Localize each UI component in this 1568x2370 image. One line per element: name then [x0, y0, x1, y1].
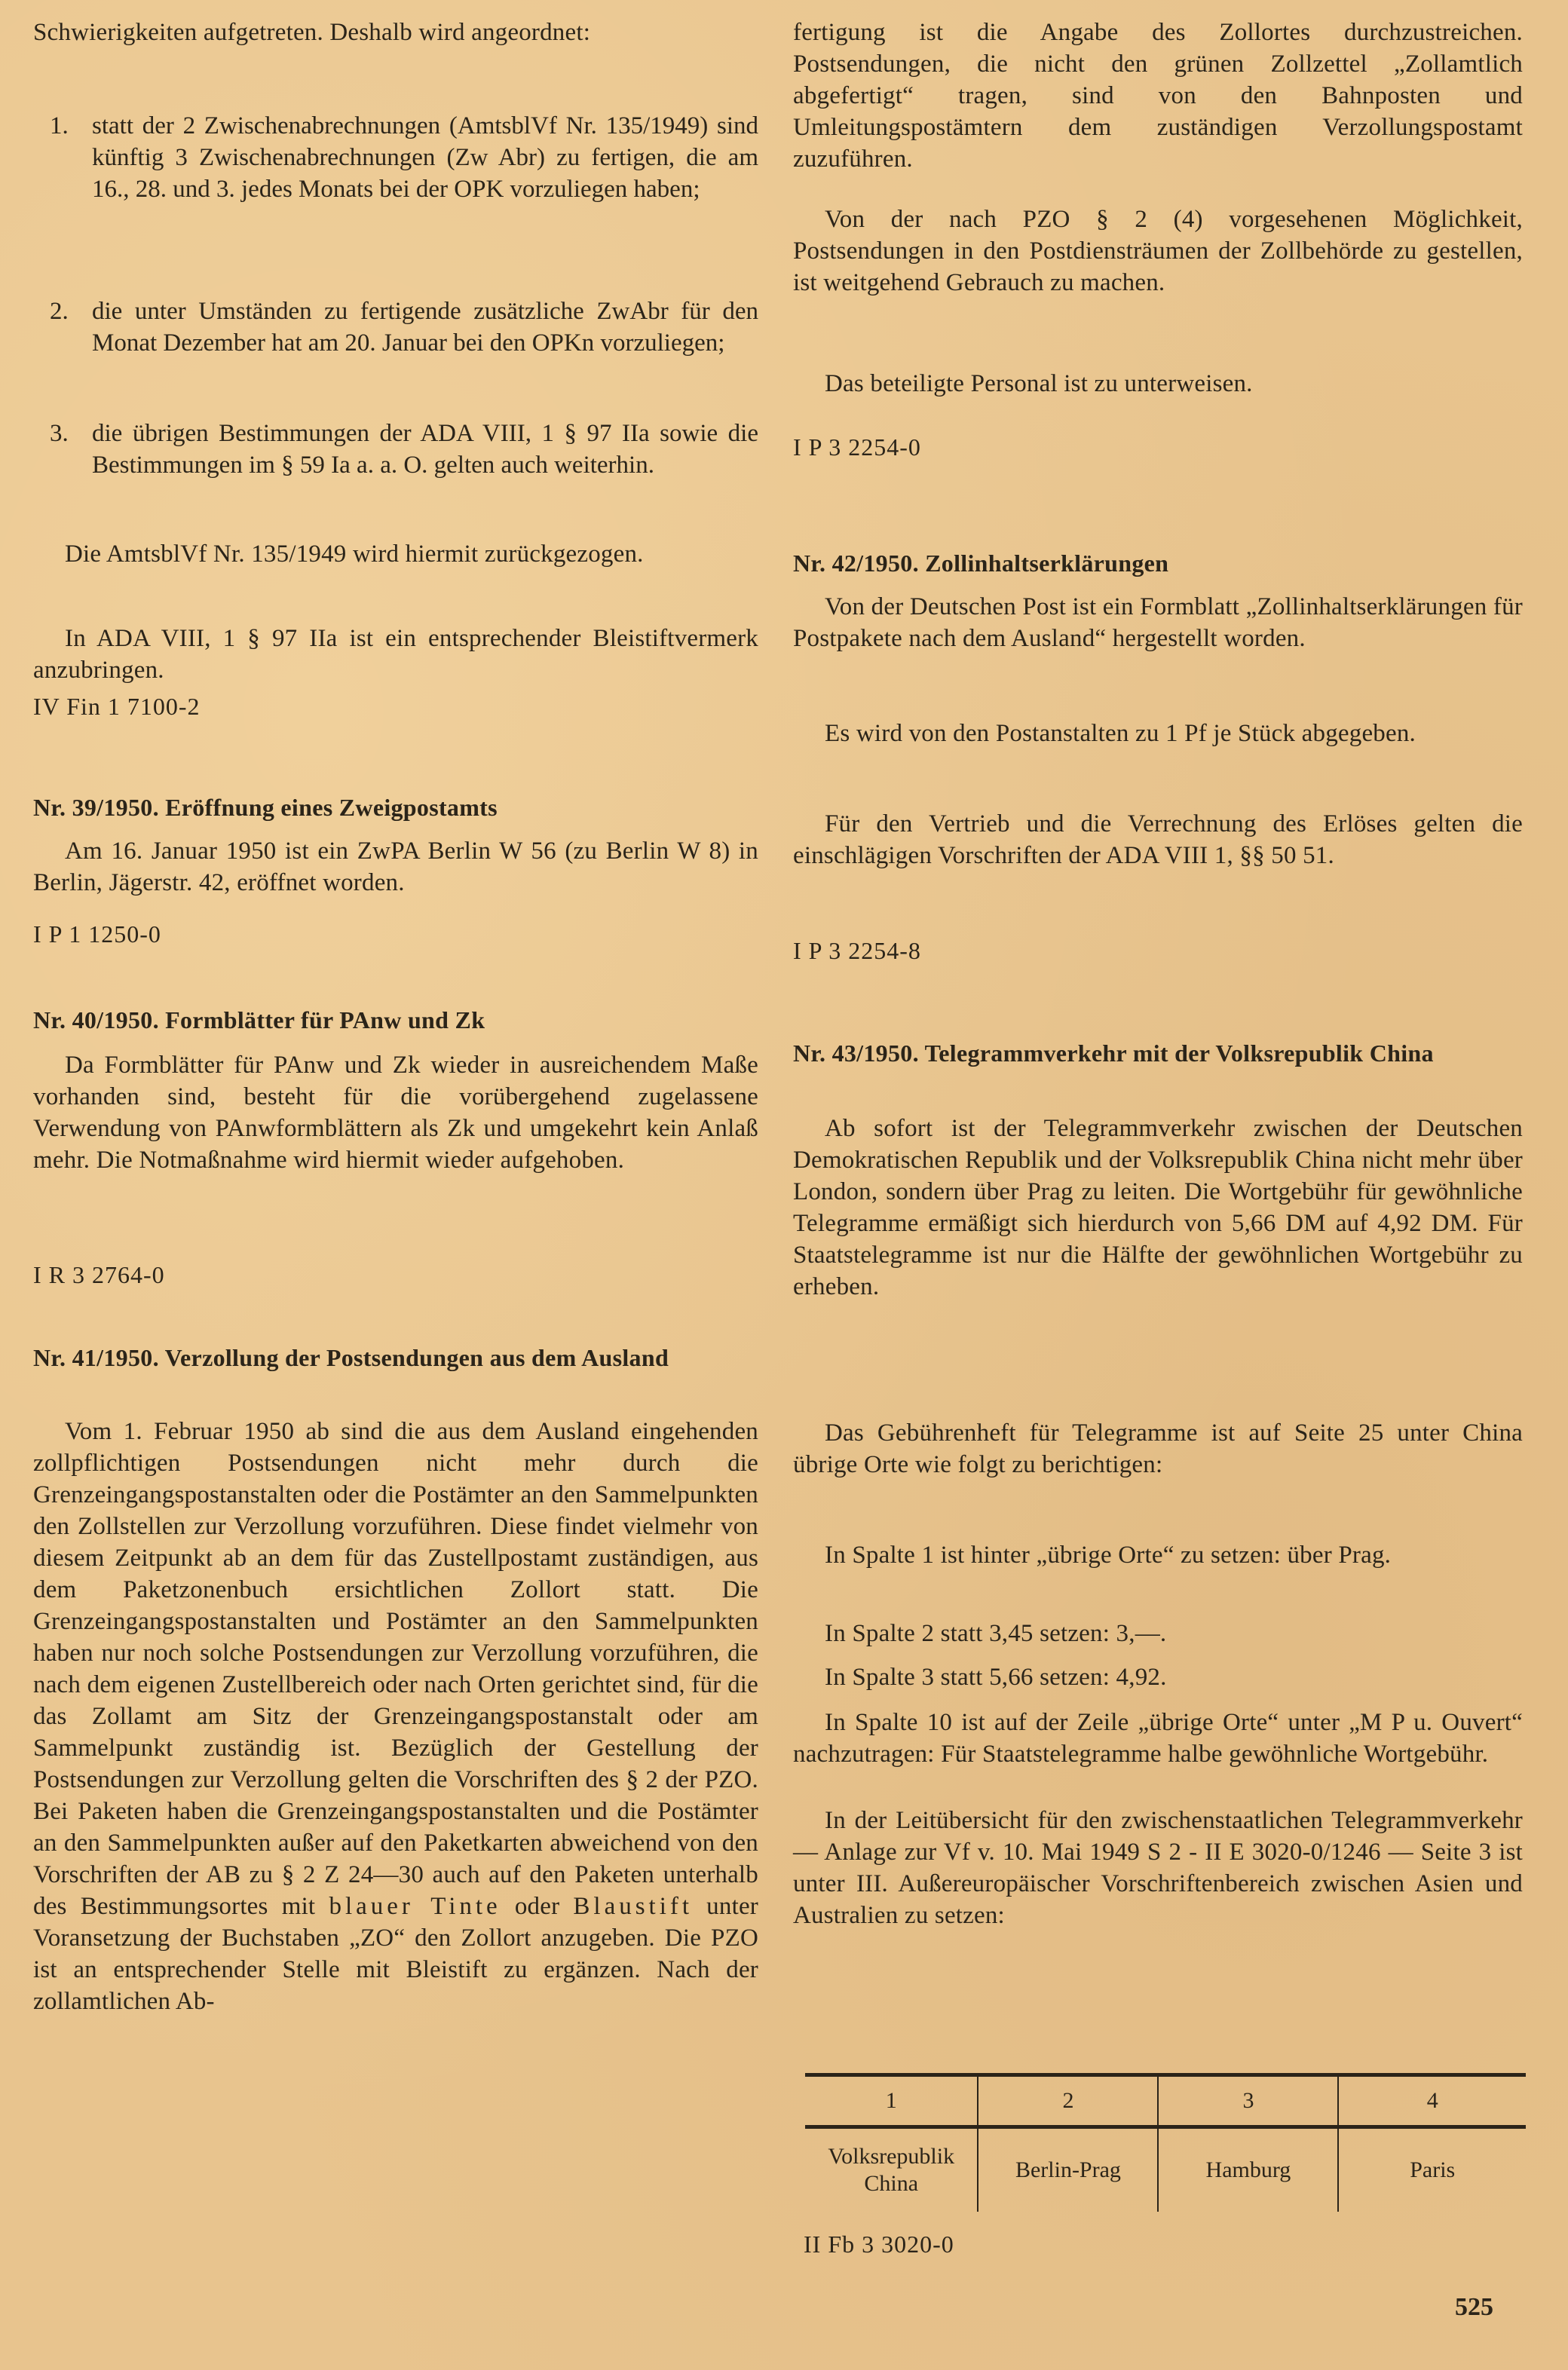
nr43-paragraph-5: In Spalte 3 statt 5,66 setzen: 4,92.	[825, 1664, 1167, 1691]
nr43-paragraph-1: Ab sofort ist der Telegrammverkehr zwischen der Deutschen Demokratischen Republik und der Volksrepublik China nicht mehr über London, sondern über Prag zu leiten. Die Wortgebühr für gewöhnliche Telegramme ermäßigt sich hierdurch von 5,66 DM auf 4,92 DM. Für Staatstelegramme ist nur die Hälfte der gewöhnlichen Wortgebühr zu erheben.	[793, 1115, 1523, 1300]
body-text: oder	[501, 1893, 574, 1920]
note-paragraph: In ADA VIII, 1 § 97 IIa ist ein entsprechender Bleistiftvermerk anzubringen.	[33, 625, 758, 684]
reference-code: IV Fin 1 7100-2	[33, 693, 201, 720]
reference-code: I R 3 2764-0	[33, 1261, 165, 1288]
section-title-nr43: Nr. 43/1950. Telegrammverkehr mit der Volksrepublik China	[793, 1040, 1434, 1067]
reference-code: I P 1 1250-0	[33, 920, 161, 948]
list-text: die unter Umständen zu fertigende zusätzliche ZwAbr für den Monat Dezember hat am 20. Januar bei den OPKn vorzuliegen;	[92, 298, 758, 357]
nr43-paragraph-3: In Spalte 1 ist hinter „übrige Orte“ zu setzen: über Prag.	[825, 1542, 1392, 1569]
section-title-nr41: Nr. 41/1950. Verzollung der Postsendungen aus dem Ausland	[33, 1344, 669, 1371]
section-body-nr41	[33, 1416, 758, 2017]
nr43-paragraph-2: Das Gebührenheft für Telegramme ist auf Seite 25 unter China übrige Orte wie folgt zu berichtigen:	[793, 1419, 1523, 1478]
list-number: 2.	[50, 298, 69, 325]
table-header-cell: 1	[805, 2075, 978, 2127]
table-header-cell: 3	[1158, 2075, 1338, 2127]
table-cell: Berlin-Prag	[978, 2127, 1158, 2212]
nr43-paragraph-4: In Spalte 2 statt 3,45 setzen: 3,—.	[825, 1620, 1167, 1647]
routing-table	[805, 2073, 1526, 2212]
table-header-row	[805, 2075, 1526, 2127]
reference-code: II Fb 3 3020-0	[804, 2231, 954, 2258]
nr43-paragraph-7: In der Leitübersicht für den zwischenstaatlichen Telegrammverkehr — Anlage zur Vf v. 10. Mai 1949 S 2 - II E 3020-0/1246 — Seite 3 ist unter III. Außereuropäischer Vorschriftenbereich zwischen Asien und Australien zu setzen:	[793, 1807, 1523, 1929]
list-number: 1.	[50, 112, 69, 139]
reference-code: I P 3 2254-0	[793, 433, 921, 461]
nr41-paragraph-3: Das beteiligte Personal ist zu unterweisen.	[825, 370, 1253, 397]
list-item	[33, 110, 758, 205]
section-title-nr42: Nr. 42/1950. Zollinhaltserklärungen	[793, 550, 1169, 577]
emphasis-text: Blaustift	[573, 1893, 694, 1920]
nr43-paragraph-6: In Spalte 10 ist auf der Zeile „übrige Orte“ unter „M P u. Ouvert“ nachzutragen: Für Staatstelegramme halbe gewöhnliche Wortgebühr.	[793, 1709, 1523, 1768]
nr41-paragraph-2: Von der nach PZO § 2 (4) vorgesehenen Möglichkeit, Postsendungen in den Postdiensträumen der Zollbehörde zu gestellen, ist weitgehend Gebrauch zu machen.	[793, 206, 1523, 296]
emphasis-text: blauer Tinte	[329, 1893, 501, 1920]
table-row	[805, 2127, 1526, 2212]
table-header-cell: 4	[1338, 2075, 1526, 2127]
page-number: 525	[1455, 2293, 1493, 2321]
nr42-paragraph-2: Es wird von den Postanstalten zu 1 Pf je Stück abgegeben.	[825, 720, 1416, 747]
table-cell: Paris	[1410, 2157, 1456, 2182]
list-item	[33, 295, 758, 359]
body-text: Vom 1. Februar 1950 ab sind die aus dem Ausland eingehenden zollpflichtigen Postsendungen nicht mehr durch die Grenzeingangspostanstalten oder die Postämter an den Sammelpunkten den Zollstellen zur Verzollung vorzuführen. Diese findet vielmehr von diesem Zeitpunkt ab an dem für das Zustellpostamt zuständigen, aus dem Paketzonenbuch ersichtlichen Zollort statt. Die Grenzeingangspostanstalten und Postämter an den Sammelpunkten haben nur noch solche Postsendungen zur Verzollung vorzuführen, die nach dem eigenen Zustellbereich oder nach Orten gerichtet sind, für die das Zollamt am Sitz der Grenzeingangspostanstalt oder am Sammelpunkt zuständig ist. Bezüglich der Gestellung der Postsendungen zur Verzollung gelten die Vorschriften des § 2 der PZO. Bei Paketen haben die Grenzeingangspostanstalten und die Postämter an den Sammelpunkten außer auf den Paketkarten abweichend von den Vorschriften der AB zu § 2 Z 24—30 auch auf den Paketen unterhalb des Bestimmungsortes mit	[33, 1418, 758, 1920]
section-title-nr40: Nr. 40/1950. Formblätter für PAnw und Zk	[33, 1006, 485, 1033]
nr42-paragraph-1: Von der Deutschen Post ist ein Formblatt „Zollinhaltserklärungen für Postpakete nach dem Ausland“ hergestellt worden.	[793, 593, 1523, 652]
nr42-paragraph-3: Für den Vertrieb und die Verrechnung des Erlöses gelten die einschlägigen Vorschriften der ADA VIII 1, §§ 50 51.	[793, 810, 1523, 869]
reference-code: I P 3 2254-8	[793, 937, 921, 964]
table-cell: Volksrepublik China	[805, 2127, 978, 2212]
withdrawal-paragraph: Die AmtsblVf Nr. 135/1949 wird hiermit zurückgezogen.	[65, 540, 644, 568]
intro-paragraph: Schwierigkeiten aufgetreten. Deshalb wird angeordnet:	[33, 19, 591, 46]
list-item	[33, 418, 758, 481]
section-title-nr39: Nr. 39/1950. Eröffnung eines Zweigpostamts	[33, 794, 498, 821]
list-number: 3.	[50, 420, 69, 447]
section-body-nr39: Am 16. Januar 1950 ist ein ZwPA Berlin W 56 (zu Berlin W 8) in Berlin, Jägerstr. 42, eröffnet worden.	[33, 837, 758, 896]
table-header-cell: 2	[978, 2075, 1158, 2127]
list-text: die übrigen Bestimmungen der ADA VIII, 1 § 97 IIa sowie die Bestimmungen im § 59 Ia a. a. O. gelten auch weiterhin.	[92, 420, 758, 479]
list-text: statt der 2 Zwischenabrechnungen (AmtsblVf Nr. 135/1949) sind künftig 3 Zwischenabrechnungen (Zw Abr) zu fertigen, die am 16., 28. und 3. jedes Monats bei der OPK vorzuliegen haben;	[92, 112, 758, 203]
nr41-continuation: fertigung ist die Angabe des Zollortes durchzustreichen. Postsendungen, die nicht den grünen Zollzettel „Zollamtlich abgefertigt“ tragen, sind von den Bahnposten und Umleitungspostämtern dem zuständigen Verzollungspostamt zuzuführen.	[793, 19, 1523, 173]
table-cell: Hamburg	[1158, 2127, 1338, 2212]
section-body-nr40: Da Formblätter für PAnw und Zk wieder in ausreichendem Maße vorhanden sind, besteht für die vorübergehend zugelassene Verwendung von PAnwformblättern als Zk und umgekehrt kein Anlaß mehr. Die Notmaßnahme wird hiermit wieder aufgehoben.	[33, 1052, 758, 1174]
body-text: unter Voransetzung der Buchstaben „ZO“ den Zollort anzugeben. Die PZO ist an entsprechender Stelle mit Bleistift zu ergänzen. Nach der zollamtlichen Ab-	[33, 1893, 758, 2015]
